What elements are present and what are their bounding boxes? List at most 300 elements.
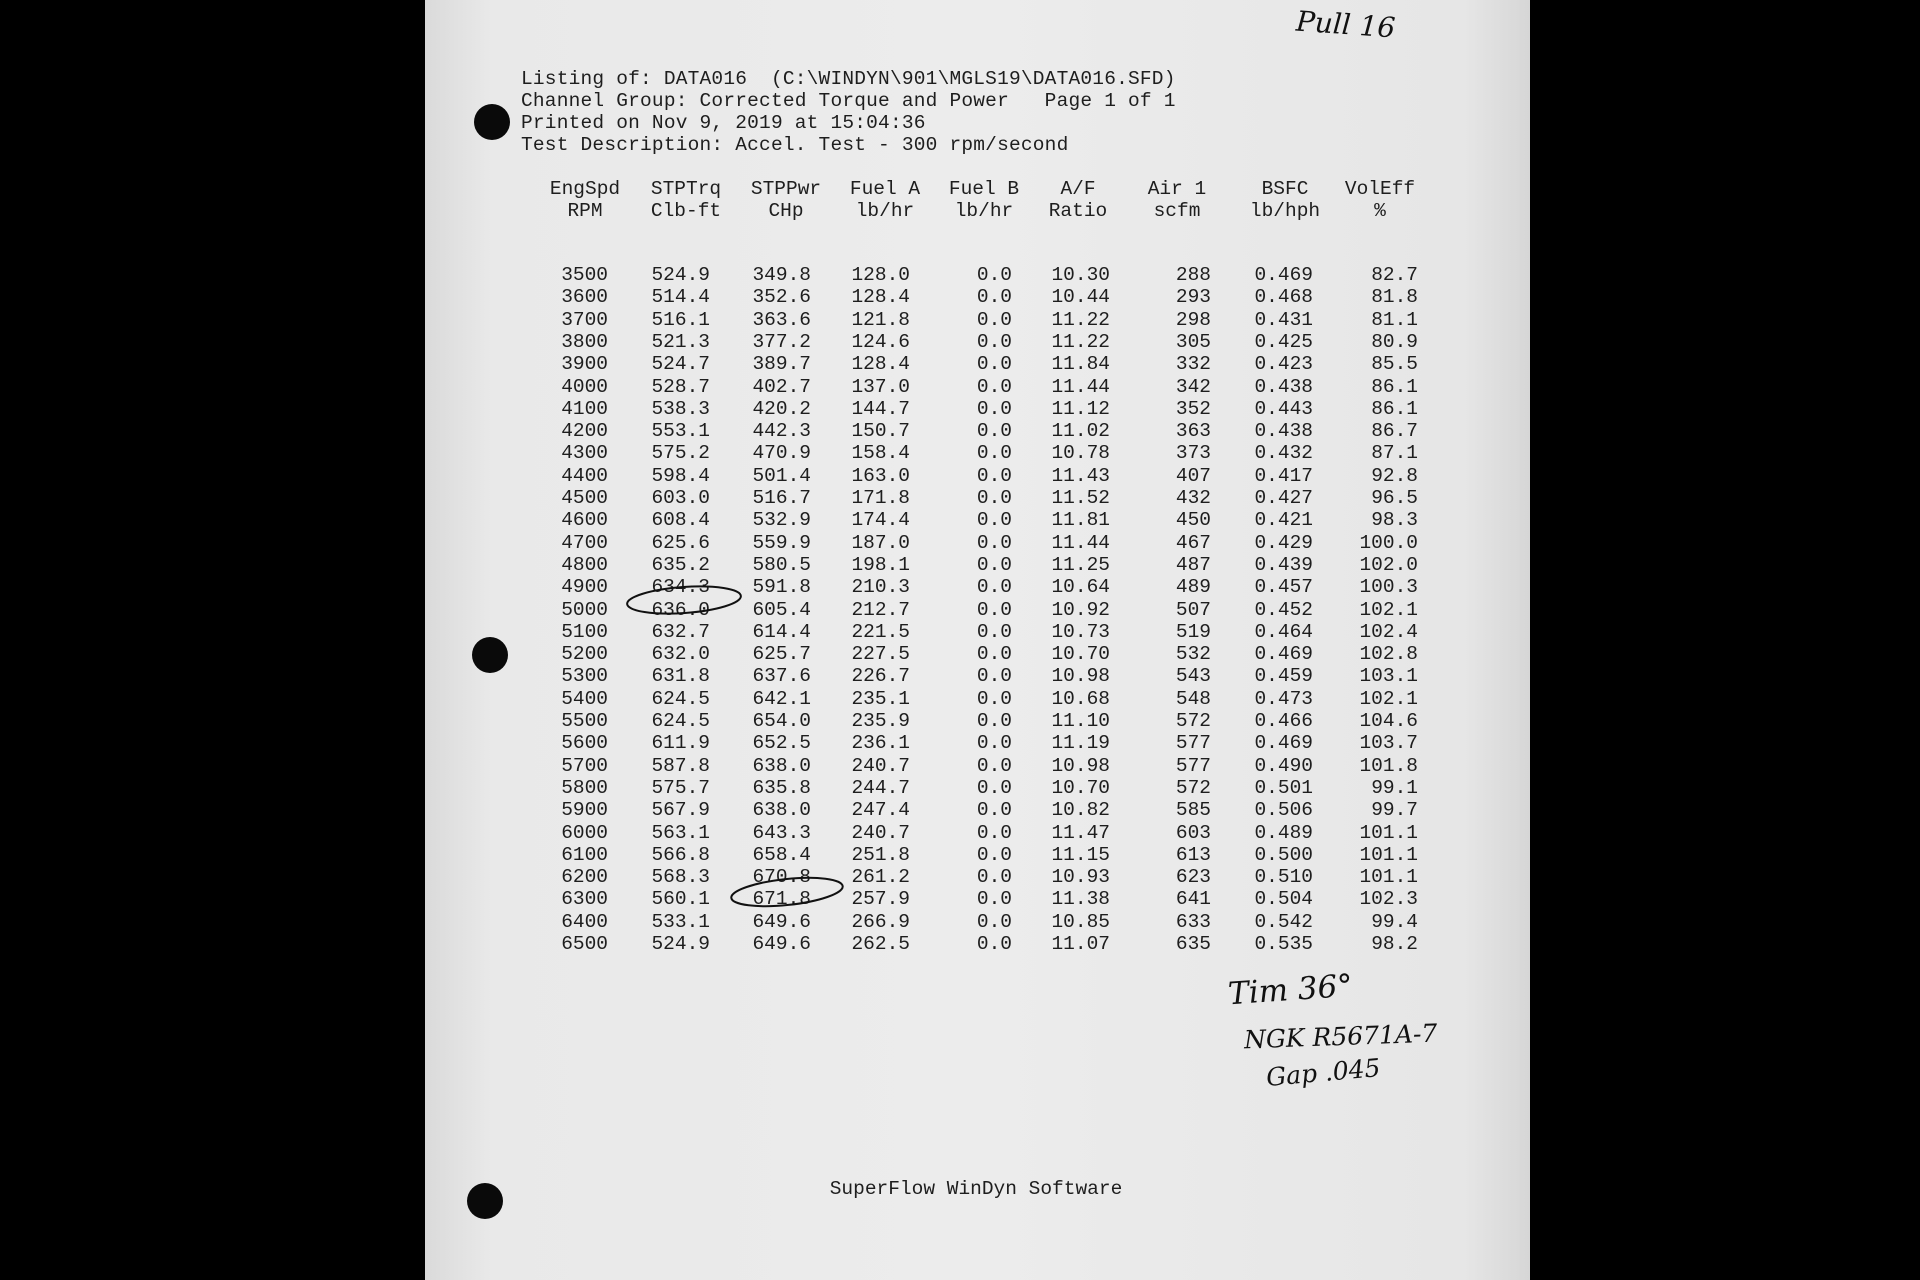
- cell-bsfc: 0.443: [1254, 397, 1313, 420]
- cell-power: 442.3: [752, 420, 811, 443]
- col-header-unit: lb/hph: [1249, 200, 1321, 222]
- cell-engine-speed: 4800: [561, 553, 608, 576]
- cell-air-flow: 293: [1175, 286, 1211, 309]
- cell-fuel-b: 0.0: [976, 821, 1012, 844]
- cell-air-fuel-ratio: 11.44: [1051, 531, 1110, 554]
- cell-torque: 521.3: [651, 330, 710, 353]
- cell-fuel-a: 163.0: [851, 464, 910, 487]
- cell-vol-eff: 102.0: [1359, 553, 1418, 576]
- cell-engine-speed: 6200: [561, 866, 608, 889]
- cell-torque: 566.8: [651, 843, 710, 866]
- cell-fuel-a: 235.1: [851, 687, 910, 710]
- cell-torque: 608.4: [651, 509, 710, 532]
- cell-air-flow: 635: [1175, 933, 1211, 955]
- cell-bsfc: 0.459: [1254, 665, 1313, 688]
- cell-engine-speed: 5200: [561, 643, 608, 666]
- cell-fuel-b: 0.0: [976, 487, 1012, 509]
- cell-air-fuel-ratio: 11.81: [1051, 509, 1110, 532]
- cell-fuel-a: 158.4: [851, 442, 910, 465]
- cell-fuel-a: 128.0: [851, 264, 910, 286]
- cell-bsfc: 0.427: [1254, 487, 1313, 509]
- cell-torque: 624.5: [651, 710, 710, 732]
- cell-bsfc: 0.542: [1254, 910, 1313, 933]
- cell-vol-eff: 102.4: [1359, 620, 1418, 643]
- cell-air-flow: 548: [1175, 687, 1211, 710]
- cell-vol-eff: 80.9: [1371, 330, 1418, 353]
- cell-fuel-a: 226.7: [851, 665, 910, 688]
- cell-fuel-a: 247.4: [851, 799, 910, 822]
- cell-air-flow: 633: [1175, 910, 1211, 933]
- cell-torque: 514.4: [651, 286, 710, 309]
- cell-engine-speed: 5300: [561, 665, 608, 688]
- cell-engine-speed: 5400: [561, 687, 608, 710]
- cell-power: 654.0: [752, 710, 811, 732]
- cell-fuel-b: 0.0: [976, 397, 1012, 420]
- cell-fuel-b: 0.0: [976, 754, 1012, 777]
- cell-fuel-a: 128.4: [851, 353, 910, 376]
- col-header-name: Air 1: [1147, 178, 1207, 200]
- cell-air-fuel-ratio: 11.10: [1051, 710, 1110, 732]
- cell-air-fuel-ratio: 10.82: [1051, 799, 1110, 822]
- cell-vol-eff: 101.1: [1359, 866, 1418, 889]
- cell-power: 559.9: [752, 531, 811, 554]
- cell-air-flow: 532: [1175, 643, 1211, 666]
- cell-bsfc: 0.489: [1254, 821, 1313, 844]
- cell-bsfc: 0.469: [1254, 643, 1313, 666]
- cell-engine-speed: 5100: [561, 620, 608, 643]
- cell-vol-eff: 102.8: [1359, 643, 1418, 666]
- cell-engine-speed: 4100: [561, 397, 608, 420]
- cell-air-flow: 288: [1175, 264, 1211, 286]
- cell-torque: 598.4: [651, 464, 710, 487]
- cell-fuel-a: 187.0: [851, 531, 910, 554]
- cell-vol-eff: 85.5: [1371, 353, 1418, 376]
- cell-fuel-a: 266.9: [851, 910, 910, 933]
- cell-air-flow: 572: [1175, 710, 1211, 732]
- cell-power: 652.5: [752, 732, 811, 755]
- cell-air-fuel-ratio: 11.43: [1051, 464, 1110, 487]
- cell-fuel-a: 144.7: [851, 397, 910, 420]
- cell-vol-eff: 96.5: [1371, 487, 1418, 509]
- cell-engine-speed: 5000: [561, 598, 608, 621]
- cell-fuel-a: 198.1: [851, 553, 910, 576]
- cell-fuel-b: 0.0: [976, 264, 1012, 286]
- cell-fuel-b: 0.0: [976, 375, 1012, 398]
- cell-power: 580.5: [752, 553, 811, 576]
- cell-bsfc: 0.490: [1254, 754, 1313, 777]
- cell-power: 352.6: [752, 286, 811, 309]
- cell-fuel-b: 0.0: [976, 598, 1012, 621]
- cell-engine-speed: 6100: [561, 843, 608, 866]
- cell-air-fuel-ratio: 10.93: [1051, 866, 1110, 889]
- cell-bsfc: 0.464: [1254, 620, 1313, 643]
- cell-torque: 528.7: [651, 375, 710, 398]
- cell-air-flow: 352: [1175, 397, 1211, 420]
- cell-power: 670.8: [752, 866, 811, 889]
- col-header-name: BSFC: [1261, 178, 1309, 200]
- cell-fuel-a: 124.6: [851, 330, 910, 353]
- cell-air-fuel-ratio: 11.07: [1051, 933, 1110, 955]
- cell-vol-eff: 101.1: [1359, 821, 1418, 844]
- cell-engine-speed: 5900: [561, 799, 608, 822]
- cell-engine-speed: 6300: [561, 888, 608, 911]
- cell-air-fuel-ratio: 10.92: [1051, 598, 1110, 621]
- cell-air-flow: 432: [1175, 487, 1211, 509]
- cell-power: 642.1: [752, 687, 811, 710]
- cell-engine-speed: 3600: [561, 286, 608, 309]
- handwritten-pull-number: Pull 16: [1294, 4, 1397, 45]
- cell-air-flow: 342: [1175, 375, 1211, 398]
- col-header-name: STPPwr: [750, 178, 822, 200]
- cell-fuel-b: 0.0: [976, 710, 1012, 732]
- cell-bsfc: 0.510: [1254, 866, 1313, 889]
- cell-torque: 632.7: [651, 620, 710, 643]
- cell-fuel-b: 0.0: [976, 910, 1012, 933]
- cell-fuel-b: 0.0: [976, 553, 1012, 576]
- col-header-name: A/F: [1060, 178, 1096, 200]
- cell-vol-eff: 87.1: [1371, 442, 1418, 465]
- cell-fuel-b: 0.0: [976, 799, 1012, 822]
- col-header-name: VolEff: [1344, 178, 1416, 200]
- cell-power: 637.6: [752, 665, 811, 688]
- cell-engine-speed: 6500: [561, 933, 608, 955]
- cell-torque: 603.0: [651, 487, 710, 509]
- cell-air-fuel-ratio: 10.78: [1051, 442, 1110, 465]
- cell-engine-speed: 5500: [561, 710, 608, 732]
- cell-air-fuel-ratio: 11.22: [1051, 308, 1110, 331]
- cell-power: 470.9: [752, 442, 811, 465]
- cell-air-flow: 407: [1175, 464, 1211, 487]
- cell-engine-speed: 3500: [561, 264, 608, 286]
- cell-torque: 567.9: [651, 799, 710, 822]
- cell-air-flow: 489: [1175, 576, 1211, 599]
- cell-air-fuel-ratio: 10.73: [1051, 620, 1110, 643]
- cell-bsfc: 0.466: [1254, 710, 1313, 732]
- col-header-unit: CHp: [768, 200, 804, 222]
- col-header-name: EngSpd: [549, 178, 621, 200]
- cell-bsfc: 0.469: [1254, 732, 1313, 755]
- cell-power: 638.0: [752, 754, 811, 777]
- cell-bsfc: 0.439: [1254, 553, 1313, 576]
- cell-engine-speed: 5800: [561, 776, 608, 799]
- cell-bsfc: 0.473: [1254, 687, 1313, 710]
- cell-power: 363.6: [752, 308, 811, 331]
- cell-air-flow: 577: [1175, 754, 1211, 777]
- cell-engine-speed: 3700: [561, 308, 608, 331]
- cell-fuel-a: 262.5: [851, 933, 910, 955]
- cell-fuel-b: 0.0: [976, 665, 1012, 688]
- circle-mark-power: [730, 873, 844, 911]
- cell-air-fuel-ratio: 11.38: [1051, 888, 1110, 911]
- cell-fuel-b: 0.0: [976, 732, 1012, 755]
- cell-fuel-b: 0.0: [976, 509, 1012, 532]
- cell-engine-speed: 4900: [561, 576, 608, 599]
- cell-torque: 553.1: [651, 420, 710, 443]
- cell-air-fuel-ratio: 11.02: [1051, 420, 1110, 443]
- cell-fuel-b: 0.0: [976, 464, 1012, 487]
- cell-engine-speed: 4300: [561, 442, 608, 465]
- cell-torque: 568.3: [651, 866, 710, 889]
- cell-air-fuel-ratio: 10.70: [1051, 643, 1110, 666]
- cell-air-fuel-ratio: 10.68: [1051, 687, 1110, 710]
- listing-line: Listing of: DATA016 (C:\WINDYN\901\MGLS19\DATA016.SFD): [521, 68, 1176, 90]
- cell-bsfc: 0.452: [1254, 598, 1313, 621]
- cell-fuel-a: 210.3: [851, 576, 910, 599]
- cell-bsfc: 0.431: [1254, 308, 1313, 331]
- cell-fuel-b: 0.0: [976, 933, 1012, 955]
- software-footer: SuperFlow WinDyn Software: [829, 1178, 1123, 1200]
- cell-fuel-b: 0.0: [976, 687, 1012, 710]
- cell-power: 532.9: [752, 509, 811, 532]
- cell-air-flow: 363: [1175, 420, 1211, 443]
- col-header-unit: lb/hr: [855, 200, 915, 222]
- col-header-unit: Ratio: [1048, 200, 1108, 222]
- cell-fuel-a: 235.9: [851, 710, 910, 732]
- cell-engine-speed: 4400: [561, 464, 608, 487]
- cell-air-fuel-ratio: 11.44: [1051, 375, 1110, 398]
- col-header-unit: Clb-ft: [650, 200, 722, 222]
- cell-bsfc: 0.500: [1254, 843, 1313, 866]
- cell-bsfc: 0.417: [1254, 464, 1313, 487]
- cell-air-fuel-ratio: 10.44: [1051, 286, 1110, 309]
- cell-fuel-a: 244.7: [851, 776, 910, 799]
- cell-vol-eff: 101.8: [1359, 754, 1418, 777]
- cell-vol-eff: 103.1: [1359, 665, 1418, 688]
- cell-engine-speed: 4000: [561, 375, 608, 398]
- cell-air-fuel-ratio: 10.64: [1051, 576, 1110, 599]
- cell-power: 643.3: [752, 821, 811, 844]
- col-header-unit: scfm: [1153, 200, 1201, 222]
- cell-power: 614.4: [752, 620, 811, 643]
- cell-power: 516.7: [752, 487, 811, 509]
- cell-air-flow: 623: [1175, 866, 1211, 889]
- cell-torque: 625.6: [651, 531, 710, 554]
- cell-engine-speed: 4500: [561, 487, 608, 509]
- cell-fuel-a: 221.5: [851, 620, 910, 643]
- cell-air-fuel-ratio: 11.19: [1051, 732, 1110, 755]
- cell-torque: 575.2: [651, 442, 710, 465]
- cell-air-flow: 450: [1175, 509, 1211, 532]
- cell-torque: 624.5: [651, 687, 710, 710]
- cell-vol-eff: 102.3: [1359, 888, 1418, 911]
- cell-bsfc: 0.535: [1254, 933, 1313, 955]
- cell-vol-eff: 104.6: [1359, 710, 1418, 732]
- cell-torque: 587.8: [651, 754, 710, 777]
- cell-engine-speed: 3900: [561, 353, 608, 376]
- cell-power: 420.2: [752, 397, 811, 420]
- cell-power: 649.6: [752, 933, 811, 955]
- cell-fuel-b: 0.0: [976, 442, 1012, 465]
- cell-fuel-a: 251.8: [851, 843, 910, 866]
- cell-vol-eff: 103.7: [1359, 732, 1418, 755]
- cell-vol-eff: 99.1: [1371, 776, 1418, 799]
- cell-torque: 611.9: [651, 732, 710, 755]
- cell-air-flow: 519: [1175, 620, 1211, 643]
- cell-air-fuel-ratio: 11.15: [1051, 843, 1110, 866]
- handwritten-plug-gap: Gap .045: [1264, 1053, 1382, 1092]
- cell-air-flow: 577: [1175, 732, 1211, 755]
- cell-vol-eff: 99.7: [1371, 799, 1418, 822]
- cell-vol-eff: 102.1: [1359, 598, 1418, 621]
- cell-air-flow: 467: [1175, 531, 1211, 554]
- cell-bsfc: 0.421: [1254, 509, 1313, 532]
- cell-air-flow: 332: [1175, 353, 1211, 376]
- cell-fuel-a: 121.8: [851, 308, 910, 331]
- cell-engine-speed: 4600: [561, 509, 608, 532]
- col-header-unit: %: [1374, 200, 1386, 222]
- cell-engine-speed: 5700: [561, 754, 608, 777]
- cell-vol-eff: 100.3: [1359, 576, 1418, 599]
- cell-bsfc: 0.469: [1254, 264, 1313, 286]
- cell-power: 501.4: [752, 464, 811, 487]
- cell-fuel-a: 227.5: [851, 643, 910, 666]
- cell-air-flow: 298: [1175, 308, 1211, 331]
- cell-air-flow: 603: [1175, 821, 1211, 844]
- cell-torque: 632.0: [651, 643, 710, 666]
- cell-air-fuel-ratio: 10.70: [1051, 776, 1110, 799]
- handwritten-spark-plug: NGK R5671A-7: [1243, 1018, 1438, 1055]
- cell-torque: 635.2: [651, 553, 710, 576]
- cell-fuel-a: 257.9: [851, 888, 910, 911]
- cell-fuel-b: 0.0: [976, 308, 1012, 331]
- circle-mark-torque: [626, 583, 742, 617]
- cell-bsfc: 0.457: [1254, 576, 1313, 599]
- cell-air-flow: 305: [1175, 330, 1211, 353]
- cell-fuel-a: 128.4: [851, 286, 910, 309]
- cell-fuel-a: 174.4: [851, 509, 910, 532]
- cell-air-fuel-ratio: 11.22: [1051, 330, 1110, 353]
- cell-power: 638.0: [752, 799, 811, 822]
- cell-torque: 533.1: [651, 910, 710, 933]
- cell-fuel-b: 0.0: [976, 420, 1012, 443]
- cell-vol-eff: 102.1: [1359, 687, 1418, 710]
- cell-air-flow: 487: [1175, 553, 1211, 576]
- cell-fuel-b: 0.0: [976, 286, 1012, 309]
- col-header-name: Fuel A: [849, 178, 921, 200]
- col-header-unit: RPM: [567, 200, 603, 222]
- cell-fuel-b: 0.0: [976, 576, 1012, 599]
- cell-vol-eff: 98.2: [1371, 933, 1418, 955]
- cell-power: 402.7: [752, 375, 811, 398]
- handwritten-timing: Tim 36°: [1226, 967, 1354, 1013]
- cell-power: 349.8: [752, 264, 811, 286]
- cell-fuel-b: 0.0: [976, 843, 1012, 866]
- cell-bsfc: 0.506: [1254, 799, 1313, 822]
- cell-air-fuel-ratio: 10.85: [1051, 910, 1110, 933]
- cell-bsfc: 0.504: [1254, 888, 1313, 911]
- test-description-line: Test Description: Accel. Test - 300 rpm/second: [521, 134, 1069, 156]
- cell-fuel-a: 236.1: [851, 732, 910, 755]
- cell-vol-eff: 101.1: [1359, 843, 1418, 866]
- cell-fuel-b: 0.0: [976, 888, 1012, 911]
- cell-torque: 524.9: [651, 933, 710, 955]
- cell-air-flow: 641: [1175, 888, 1211, 911]
- cell-vol-eff: 99.4: [1371, 910, 1418, 933]
- cell-air-flow: 373: [1175, 442, 1211, 465]
- cell-torque: 538.3: [651, 397, 710, 420]
- col-header-name: Fuel B: [948, 178, 1020, 200]
- cell-torque: 524.7: [651, 353, 710, 376]
- cell-bsfc: 0.438: [1254, 420, 1313, 443]
- cell-fuel-b: 0.0: [976, 330, 1012, 353]
- cell-bsfc: 0.501: [1254, 776, 1313, 799]
- cell-air-fuel-ratio: 11.52: [1051, 487, 1110, 509]
- cell-vol-eff: 82.7: [1371, 264, 1418, 286]
- cell-torque: 524.9: [651, 264, 710, 286]
- cell-fuel-a: 261.2: [851, 866, 910, 889]
- cell-air-flow: 572: [1175, 776, 1211, 799]
- cell-vol-eff: 98.3: [1371, 509, 1418, 532]
- cell-bsfc: 0.432: [1254, 442, 1313, 465]
- cell-power: 658.4: [752, 843, 811, 866]
- cell-vol-eff: 86.1: [1371, 397, 1418, 420]
- cell-engine-speed: 6400: [561, 910, 608, 933]
- cell-engine-speed: 4200: [561, 420, 608, 443]
- cell-power: 591.8: [752, 576, 811, 599]
- cell-fuel-a: 240.7: [851, 821, 910, 844]
- cell-air-flow: 543: [1175, 665, 1211, 688]
- cell-torque: 634.3: [651, 576, 710, 599]
- cell-air-fuel-ratio: 11.84: [1051, 353, 1110, 376]
- cell-power: 377.2: [752, 330, 811, 353]
- cell-vol-eff: 86.1: [1371, 375, 1418, 398]
- cell-fuel-a: 212.7: [851, 598, 910, 621]
- cell-fuel-b: 0.0: [976, 866, 1012, 889]
- cell-fuel-b: 0.0: [976, 620, 1012, 643]
- cell-power: 649.6: [752, 910, 811, 933]
- cell-torque: 575.7: [651, 776, 710, 799]
- cell-bsfc: 0.425: [1254, 330, 1313, 353]
- cell-torque: 563.1: [651, 821, 710, 844]
- cell-air-fuel-ratio: 11.12: [1051, 397, 1110, 420]
- cell-fuel-a: 137.0: [851, 375, 910, 398]
- cell-torque: 560.1: [651, 888, 710, 911]
- cell-fuel-b: 0.0: [976, 353, 1012, 376]
- cell-vol-eff: 81.8: [1371, 286, 1418, 309]
- cell-air-flow: 613: [1175, 843, 1211, 866]
- cell-power: 671.8: [752, 888, 811, 911]
- cell-torque: 636.0: [651, 598, 710, 621]
- cell-bsfc: 0.438: [1254, 375, 1313, 398]
- cell-power: 625.7: [752, 643, 811, 666]
- cell-air-fuel-ratio: 11.47: [1051, 821, 1110, 844]
- cell-vol-eff: 81.1: [1371, 308, 1418, 331]
- cell-fuel-b: 0.0: [976, 531, 1012, 554]
- cell-engine-speed: 6000: [561, 821, 608, 844]
- cell-bsfc: 0.468: [1254, 286, 1313, 309]
- cell-vol-eff: 92.8: [1371, 464, 1418, 487]
- cell-engine-speed: 4700: [561, 531, 608, 554]
- cell-bsfc: 0.429: [1254, 531, 1313, 554]
- cell-air-flow: 585: [1175, 799, 1211, 822]
- cell-fuel-a: 171.8: [851, 487, 910, 509]
- printed-on-line: Printed on Nov 9, 2019 at 15:04:36: [521, 112, 926, 134]
- cell-air-fuel-ratio: 11.25: [1051, 553, 1110, 576]
- cell-vol-eff: 100.0: [1359, 531, 1418, 554]
- cell-engine-speed: 5600: [561, 732, 608, 755]
- cell-air-fuel-ratio: 10.30: [1051, 264, 1110, 286]
- cell-fuel-a: 240.7: [851, 754, 910, 777]
- cell-air-fuel-ratio: 10.98: [1051, 754, 1110, 777]
- cell-power: 635.8: [752, 776, 811, 799]
- col-header-name: STPTrq: [650, 178, 722, 200]
- cell-air-flow: 507: [1175, 598, 1211, 621]
- cell-fuel-a: 150.7: [851, 420, 910, 443]
- cell-power: 605.4: [752, 598, 811, 621]
- cell-vol-eff: 86.7: [1371, 420, 1418, 443]
- cell-bsfc: 0.423: [1254, 353, 1313, 376]
- cell-torque: 516.1: [651, 308, 710, 331]
